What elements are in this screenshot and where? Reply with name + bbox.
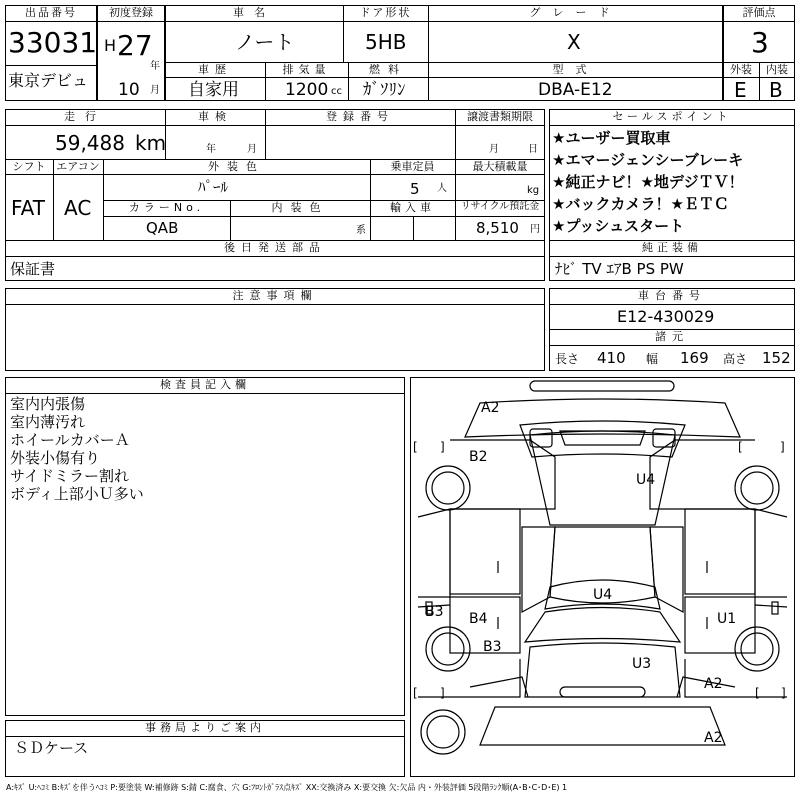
damage-mark: U4 [593,587,613,603]
ext-color-label: 外装色 [208,160,265,173]
diagram-bracket: ] [780,440,785,454]
damage-mark: A2 [704,730,723,746]
legend: A:ｷｽﾞ U:ﾍｺﾐ B:ｷｽﾞを伴うﾍｺﾐ P:要塗装 W:補修跡 S:錆 C:腐食、穴 G:ﾌﾛﾝﾄｶﾞﾗｽ点ｷｽﾞ XX:交換済み X:要交換 欠:欠品 内・外装評価 5段階ﾗﾝｸ順(A･B･C･D･E) 1 [6,783,568,792]
equipment-label: 純正装備 [642,241,702,254]
recycle-label: リサイクル預託金 [460,201,540,212]
diagram-bracket: [ [413,686,418,700]
model-label: 型式 [552,63,599,76]
capacity-unit: 人 [437,183,447,194]
diagram-bracket: [ [755,686,760,700]
displacement: 1200 [285,80,329,100]
later-parts: 保証書 [10,260,56,278]
diagram-bracket: ] [440,440,445,454]
import-label: 輸入車 [390,201,435,214]
mileage: 59,488 [55,131,125,155]
damage-mark: B2 [469,449,488,465]
year-unit: 年 [150,61,160,72]
exterior-grade: E [734,78,747,102]
ext-color: ﾊﾟｰﾙ [198,178,229,196]
grade: X [567,30,581,54]
length: 410 [597,349,626,367]
interior-grade: B [769,78,783,102]
shift-label: シフト [12,160,46,173]
damage-mark: A2 [704,676,723,692]
inspection-label: 車検 [198,110,232,123]
diagram-bracket: ] [781,686,786,700]
dims-label: 諸元 [655,330,689,343]
yen-unit: 円 [530,224,540,235]
later-parts-label: 後日発送部品 [224,241,326,254]
transfer-label: 譲渡書類期限 [467,110,533,123]
int-color-suffix: 系 [356,225,366,236]
office-label: 事務局よりご案内 [145,721,265,734]
int-color-label: 内装色 [271,201,329,214]
equipment-value: ﾅﾋﾞ TV ｴｱB PS PW [555,260,684,278]
cc-unit: cc [331,86,342,97]
history-label: 車歴 [198,63,232,76]
damage-mark: B3 [425,604,444,620]
era-letter: H [104,36,117,55]
model-code: DBA-E12 [538,80,613,100]
transfer-day-unit: 日 [528,144,538,155]
damage-mark: U4 [636,472,656,488]
fuel-label: 燃料 [369,63,407,76]
notes-label: 注意事項欄 [232,289,318,302]
inspector-label: 検査員記入欄 [160,378,250,391]
door-type: 5HB [365,30,407,54]
height: 152 [762,349,791,367]
plate-label: 登録番号 [326,110,394,123]
score-label: 評価点 [742,6,776,19]
width: 169 [680,349,709,367]
office-value: ＳＤケース [14,739,89,757]
interior-label: 内装 [766,63,788,76]
fuel: ｶﾞｿﾘﾝ [363,80,406,100]
sales-point-item: ★純正ナビ！★地デジＴＶ！ [552,173,744,191]
height-label: 高さ [723,352,748,366]
chassis-label: 車台番号 [638,289,706,302]
car-name-label: 車名 [233,6,275,19]
mileage-label: 走行 [64,110,106,123]
lot-no: 33031 [8,26,98,59]
inspection-month-unit: 月 [247,144,257,155]
sales-point-item: ★エマージェンシーブレーキ [552,151,744,169]
capacity: 5 [410,180,420,198]
damage-mark: B4 [469,611,488,627]
car-diagram [410,377,795,777]
inspector-line: 室内薄汚れ [10,413,86,431]
displacement-label: 排気量 [282,63,331,76]
recycle-fee: 8,510 [476,219,519,237]
reg-month: 10 [118,80,140,100]
debut-label: 東京デビュ [8,71,89,90]
width-label: 幅 [646,352,659,366]
inspector-line: ホイールカバーＡ [10,431,130,449]
max-load-label: 最大積載量 [472,160,528,173]
score: 3 [751,26,769,59]
sales-points-label: セールスポイント [612,110,732,123]
capacity-label: 乗車定員 [390,160,435,173]
diagram-bracket: [ [738,440,743,454]
sales-point-item: ★バックカメラ！★ＥＴＣ [552,195,729,213]
grade-label: グレード [529,6,622,19]
color-no: QAB [146,219,179,237]
length-label: 長さ [555,352,580,366]
exterior-label: 外装 [730,63,752,76]
mileage-unit: km [135,131,167,155]
sales-point-item: ★プッシュスタート [552,217,685,235]
inspector-line: ボディ上部小Ｕ多い [10,485,144,503]
damage-mark: A2 [481,400,500,416]
sales-point-item: ★ユーザー買取車 [552,129,671,147]
reg-year: 27 [117,29,153,62]
inspector-line: 室内内張傷 [10,395,86,413]
chassis-number: E12-430029 [617,307,715,326]
damage-mark: U1 [717,611,737,627]
color-no-label: カラーNo. [128,201,205,214]
ac: AC [64,196,92,220]
first-reg-label: 初度登録 [109,6,153,19]
damage-mark: U3 [632,656,652,672]
kg-unit: kg [527,185,540,196]
month-unit: 月 [150,85,160,96]
inspector-line: サイドミラー割れ [10,467,129,485]
history: 自家用 [188,80,239,100]
ac-label: エアコン [56,160,100,173]
diagram-bracket: [ [413,440,418,454]
transfer-month-unit: 月 [489,144,499,155]
lot-no-label: 出品番号 [25,6,77,19]
inspector-line: 外装小傷有り [10,449,101,467]
damage-mark: B3 [483,639,502,655]
shift: FAT [11,196,46,220]
car-name: ノート [235,30,295,54]
diagram-bracket: ] [440,686,445,700]
door-label: ドア形状 [359,6,412,19]
inspection-year-unit: 年 [206,144,216,155]
